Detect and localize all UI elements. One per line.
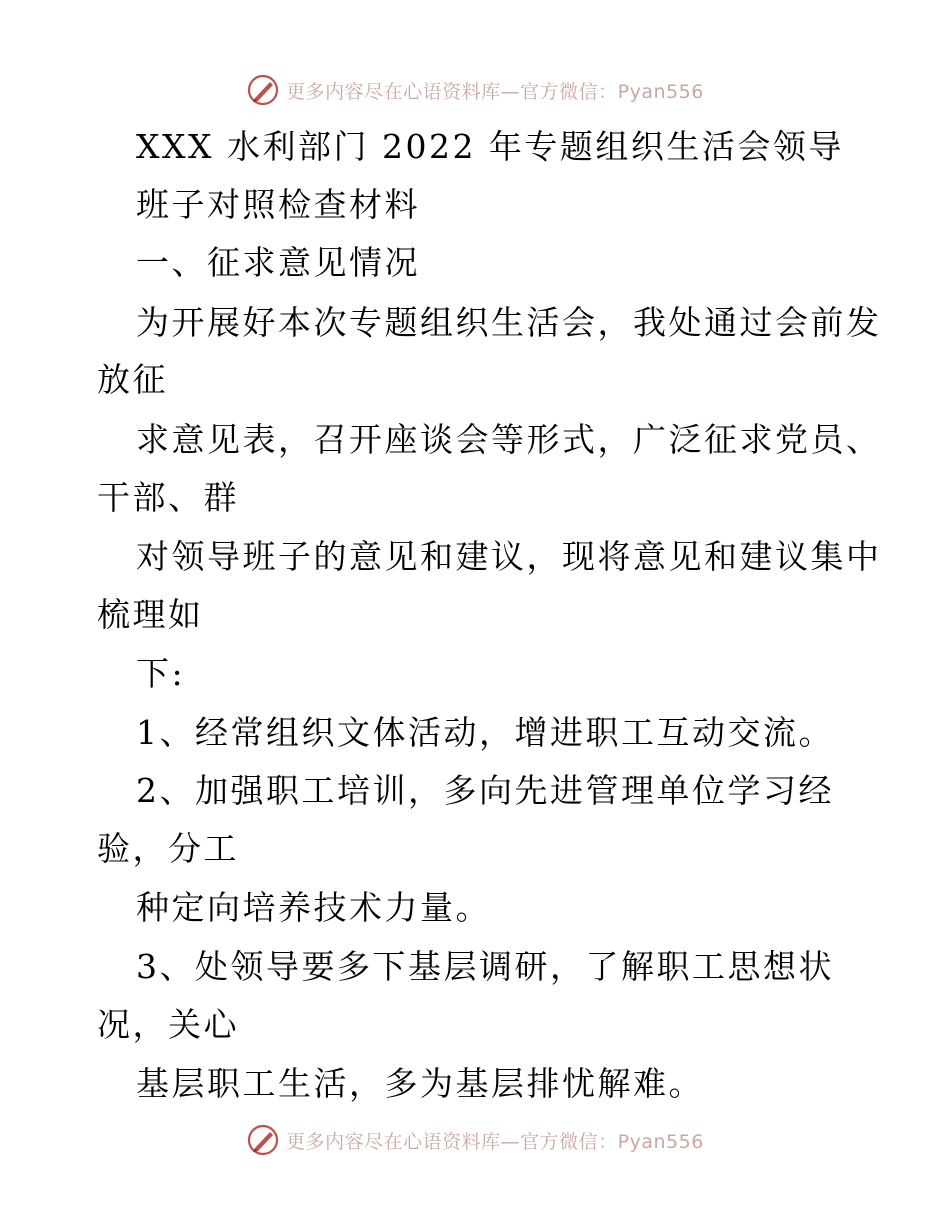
pen-seal-icon [246,1123,280,1157]
watermark-group [246,73,704,107]
watermark-text: 更多内容尽在心语资料库—官方微信：Pyan556 [286,1130,704,1153]
watermark-group [246,1123,704,1157]
list-item: 1、经常组织文体活动，增进职工互动交流。 [136,713,834,752]
list-item: 3、处领导要多下基层调研，了解职工思想状 [136,947,834,986]
list-item-continuation: 基层职工生活，多为基层排忧解难。 [136,1064,704,1103]
paragraph-line: 下: [136,654,186,693]
watermark-text: 更多内容尽在心语资料库—官方微信：Pyan556 [286,80,704,103]
footer-watermark [0,1120,950,1160]
list-item-continuation: 况，关心 [97,1005,239,1044]
list-item: 2、加强职工培训，多向先进管理单位学习经 [136,771,834,810]
paragraph-line: 放征 [97,360,168,399]
paragraph-line: 干部、群 [97,478,239,517]
pen-seal-icon [246,73,280,107]
list-item-continuation: 种定向培养技术力量。 [136,888,491,927]
doc-title-line-1: XXX 水利部门 2022 年专题组织生活会领导 [136,127,844,166]
paragraph-line: 为开展好本次专题组织生活会，我处通过会前发 [136,303,882,342]
header-watermark [0,70,950,110]
paragraph-line: 对领导班子的意见和建议，现将意见和建议集中 [136,537,882,576]
section-heading: 一、征求意见情况 [136,243,420,282]
paragraph-line: 梳理如 [97,595,204,634]
doc-title-line-2: 班子对照检查材料 [136,185,420,224]
list-item-continuation: 验，分工 [97,829,239,868]
paragraph-line: 求意见表，召开座谈会等形式，广泛征求党员、 [136,420,882,459]
